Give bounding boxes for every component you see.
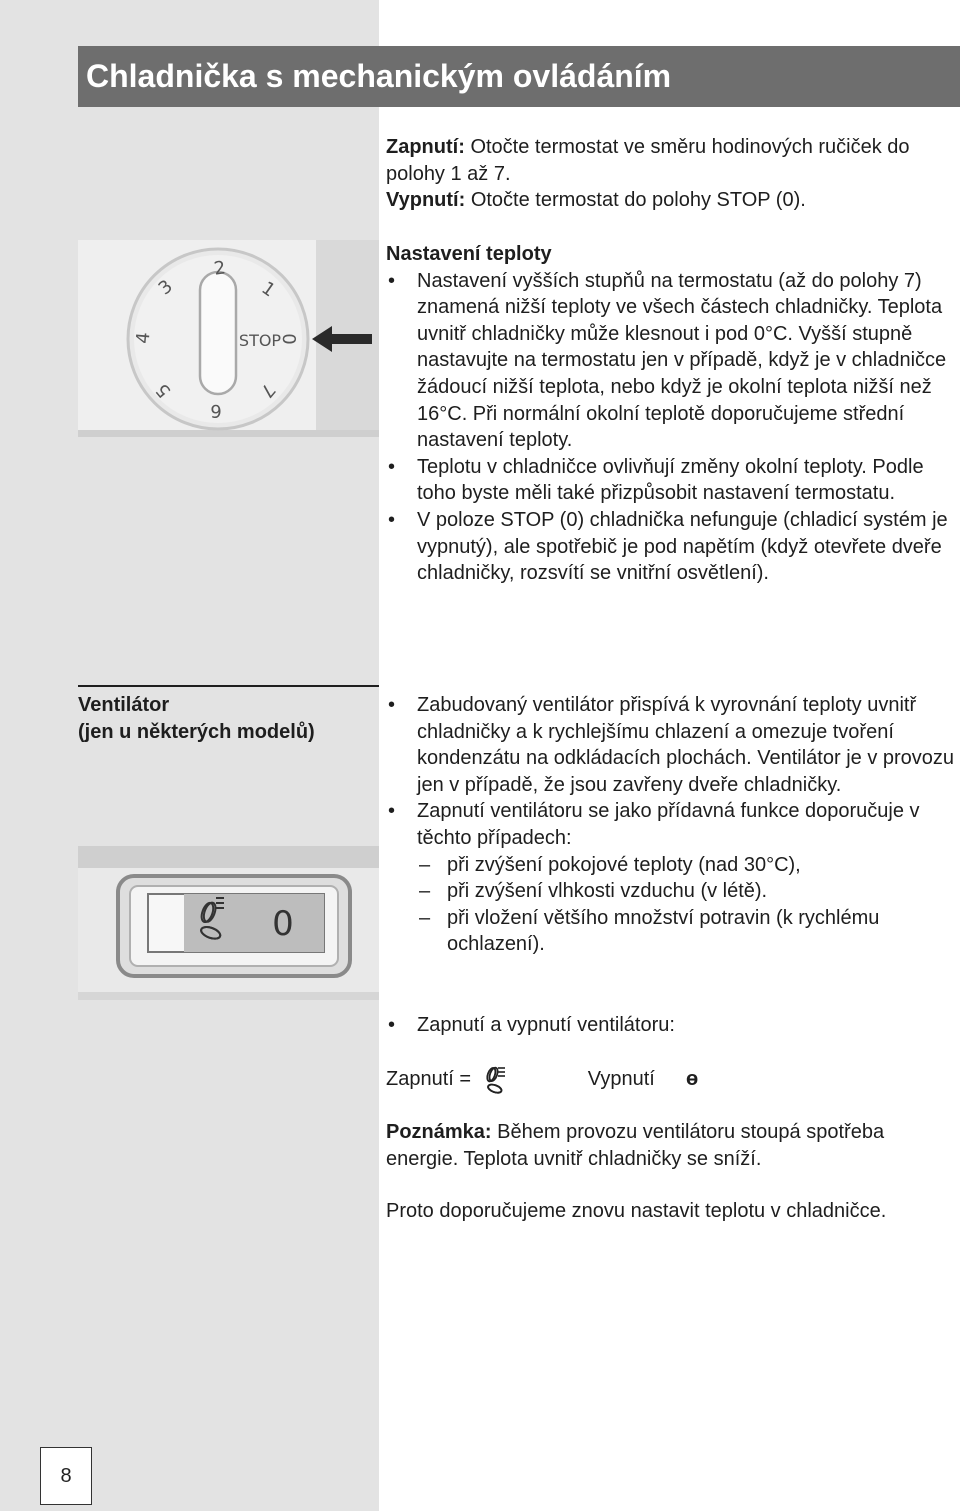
temperature-heading: Nastavení teploty: [386, 243, 552, 265]
ventilator-switch-photo: [78, 846, 379, 1000]
temperature-section: [386, 241, 956, 587]
thermostat-dial-illustration: [78, 240, 379, 437]
dial-zero: 0: [278, 333, 299, 345]
list-item: [386, 798, 956, 958]
ventilator-switch-item: [386, 1012, 956, 1039]
case-item: – při zvýšení vlhkosti vzduchu (v létě).: [417, 878, 956, 905]
dial-number-5: 5: [151, 379, 176, 402]
ventilator-section-title: [78, 692, 378, 745]
title-bar: [78, 46, 960, 107]
section-divider: [78, 685, 379, 687]
intro-off: [386, 187, 956, 214]
list-item: • V poloze STOP (0) chladnička nefunguje (chladicí systém je vypnutý), ale spotřebič je pod napětím (když otevřete dveře chladničky, rozsvítí se vnitřní osvětlení).: [386, 507, 956, 587]
page-title: Chladnička s mechanickým ovládáním: [86, 58, 672, 94]
page-number: 8: [40, 1447, 92, 1505]
list-item: • Teplotu v chladničce ovlivňují změny okolní teploty. Podle toho byste měli také přizpůsobit nastavení termostatu.: [386, 454, 956, 507]
switch-off-symbol: ө: [685, 1068, 699, 1090]
dial-number-6: 6: [210, 400, 222, 421]
list-item: • Zabudovaný ventilátor přispívá k vyrovnání teploty uvnitř chladničky a k rychlejšímu chlazení a omezuje tvoření kondenzátu na odkládacích plochách. Ventilátor je v provozu jen v případě, že jsou zavřeny dveře chladničky.: [386, 692, 956, 798]
dial-number-7: 7: [255, 379, 280, 402]
dial-number-4: 4: [132, 331, 155, 345]
thermostat-dial-photo: [78, 240, 379, 437]
dial-number-3: 3: [154, 275, 177, 300]
case-item: – při zvýšení pokojové teploty (nad 30°C),: [417, 852, 956, 879]
note-label: Poznámka:: [386, 1121, 492, 1143]
on-text: Otočte termostat ve směru hodinových ručiček do polohy 1 až 7.: [386, 136, 910, 185]
dial-number-1: 1: [257, 277, 280, 302]
list-item-text: Zapnutí ventilátoru se jako přídavná funkce doporučuje v těchto případech:: [417, 800, 920, 849]
note-text: Během provozu ventilátoru stoupá spotřeba energie. Teplota uvnitř chladničky se sníží.: [386, 1121, 885, 1170]
ventilator-title-line1: Ventilátor: [78, 694, 170, 716]
switch-on-label: Zapnutí =: [386, 1068, 472, 1090]
switch-legend: [386, 1064, 698, 1094]
ventilator-switch-illustration: [78, 846, 379, 1000]
list-item: • Zapnutí a vypnutí ventilátoru:: [386, 1012, 956, 1039]
cases-list: [417, 852, 956, 958]
intro-on: [386, 134, 956, 187]
off-label: Vypnutí:: [386, 189, 466, 212]
ventilator-title-line2: (jen u některých modelů): [78, 720, 315, 743]
off-text: Otočte termostat do polohy STOP (0).: [470, 189, 806, 212]
on-label: Zapnutí:: [386, 136, 465, 158]
switch-zero: 0: [272, 904, 294, 944]
list-item: • Nastavení vyšších stupňů na termostatu (až do polohy 7) znamená nižší teploty ve všech částech chladničky. Teplota uvnitř chladničky může klesnout i pod 0°C. Vyšší stupně nastavujte na termostatu jen v případě, když je v chladničce žádoucí nižší teplota, nebo když je okolní teplota nižší než 16°C. Při normální okolní teplotě doporučujeme střední nastavení teploty.: [386, 268, 956, 454]
ventilator-text: [386, 692, 956, 958]
fan-icon: [479, 1065, 515, 1095]
switch-off-label: Vypnutí: [587, 1068, 655, 1090]
temperature-list: [386, 268, 956, 587]
note-text-2: Proto doporučujeme znovu nastavit teplotu v chladničce.: [386, 1200, 887, 1223]
note-block: [386, 1119, 956, 1225]
intro-block: [386, 134, 956, 214]
dial-stop-label: STOP: [238, 331, 282, 350]
left-margin-band: [0, 0, 379, 1511]
case-item: – při vložení většího množství potravin (k rychlému ochlazení).: [417, 905, 956, 958]
dial-number-2: 2: [212, 257, 227, 280]
